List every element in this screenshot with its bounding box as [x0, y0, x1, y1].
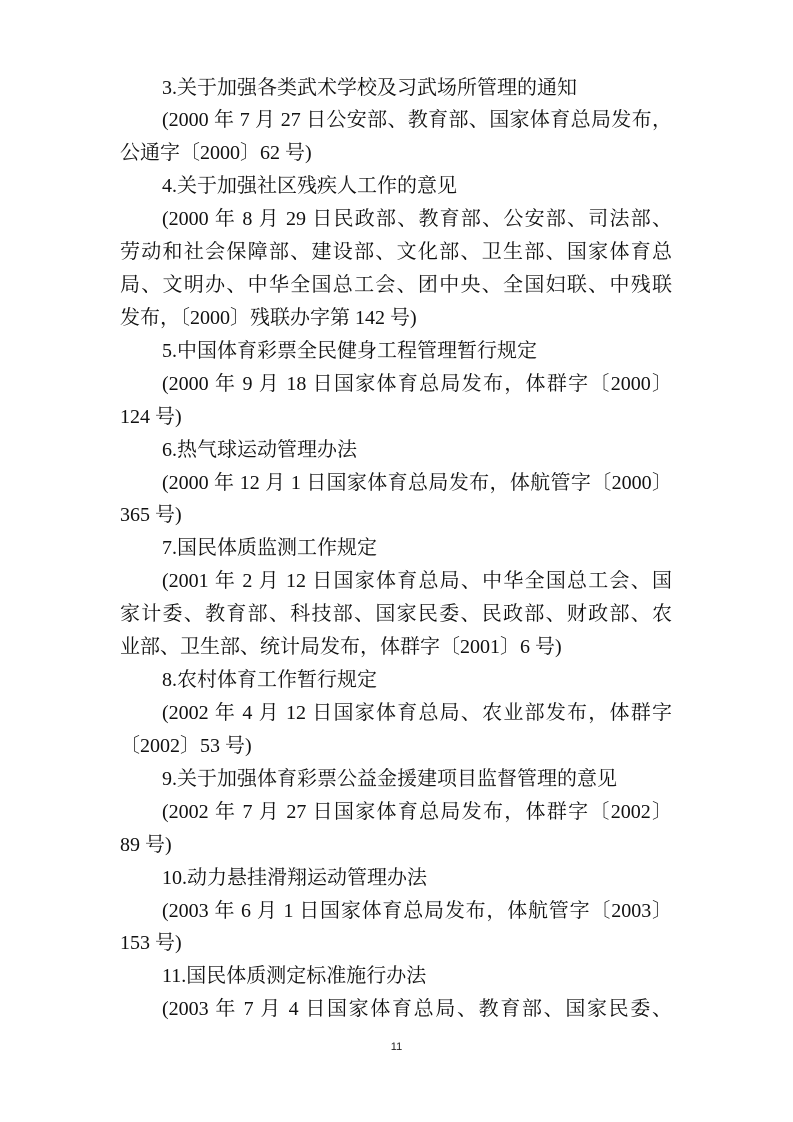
item-4-source-line-1: (2000 年 8 月 29 日民政部、教育部、公安部、司法部、	[162, 208, 672, 231]
item-5-source-line-1: (2000 年 9 月 18 日国家体育总局发布，体群字〔2000〕	[162, 372, 672, 395]
item-7-title: 7.国民体质监测工作规定	[162, 537, 377, 560]
item-5-title: 5.中国体育彩票全民健身工程管理暂行规定	[162, 339, 537, 362]
item-6-source-line-1: (2000 年 12 月 1 日国家体育总局发布，体航管字〔2000〕	[162, 471, 672, 494]
item-4-title: 4.关于加强社区残疾人工作的意见	[162, 175, 457, 198]
item-9-source-line-1: (2002 年 7 月 27 日国家体育总局发布，体群字〔2002〕	[162, 800, 672, 823]
item-7-source-line-3: 业部、卫生部、统计局发布，体群字〔2001〕6 号)	[120, 636, 562, 659]
item-11-source-line-1: (2003 年 7 月 4 日国家体育总局、教育部、国家民委、	[162, 998, 672, 1021]
item-4-source-line-2: 劳动和社会保障部、建设部、文化部、卫生部、国家体育总	[120, 241, 672, 264]
item-8-source-line-2: 〔2002〕53 号)	[120, 734, 252, 757]
item-9-title: 9.关于加强体育彩票公益金援建项目监督管理的意见	[162, 767, 617, 790]
item-3-title: 3.关于加强各类武术学校及习武场所管理的通知	[162, 76, 577, 99]
item-5-source-line-2: 124 号)	[120, 405, 182, 428]
page-number: 11	[390, 1041, 403, 1053]
item-11-title: 11.国民体质测定标准施行办法	[162, 965, 427, 988]
item-7-source-line-1: (2001 年 2 月 12 日国家体育总局、中华全国总工会、国	[162, 570, 672, 593]
item-4-source-line-4: 发布，〔2000〕残联办字第 142 号)	[120, 306, 417, 329]
item-8-source-line-1: (2002 年 4 月 12 日国家体育总局、农业部发布，体群字	[162, 702, 672, 725]
item-3-source-line-2: 公通字〔2000〕62 号)	[120, 142, 312, 165]
item-10-source-line-2: 153 号)	[120, 932, 182, 955]
item-10-source-line-1: (2003 年 6 月 1 日国家体育总局发布，体航管字〔2003〕	[162, 899, 672, 922]
item-4-source-line-3: 局、文明办、中华全国总工会、团中央、全国妇联、中残联	[120, 274, 672, 297]
item-10-title: 10.动力悬挂滑翔运动管理办法	[162, 866, 427, 889]
item-8-title: 8.农村体育工作暂行规定	[162, 669, 377, 692]
item-7-source-line-2: 家计委、教育部、科技部、国家民委、民政部、财政部、农	[120, 603, 672, 626]
item-6-title: 6.热气球运动管理办法	[162, 438, 357, 461]
item-6-source-line-2: 365 号)	[120, 504, 182, 527]
document-body	[120, 72, 672, 1027]
item-3-source-line-1: (2000 年 7 月 27 日公安部、教育部、国家体育总局发布，	[162, 109, 672, 132]
item-9-source-line-2: 89 号)	[120, 833, 172, 856]
